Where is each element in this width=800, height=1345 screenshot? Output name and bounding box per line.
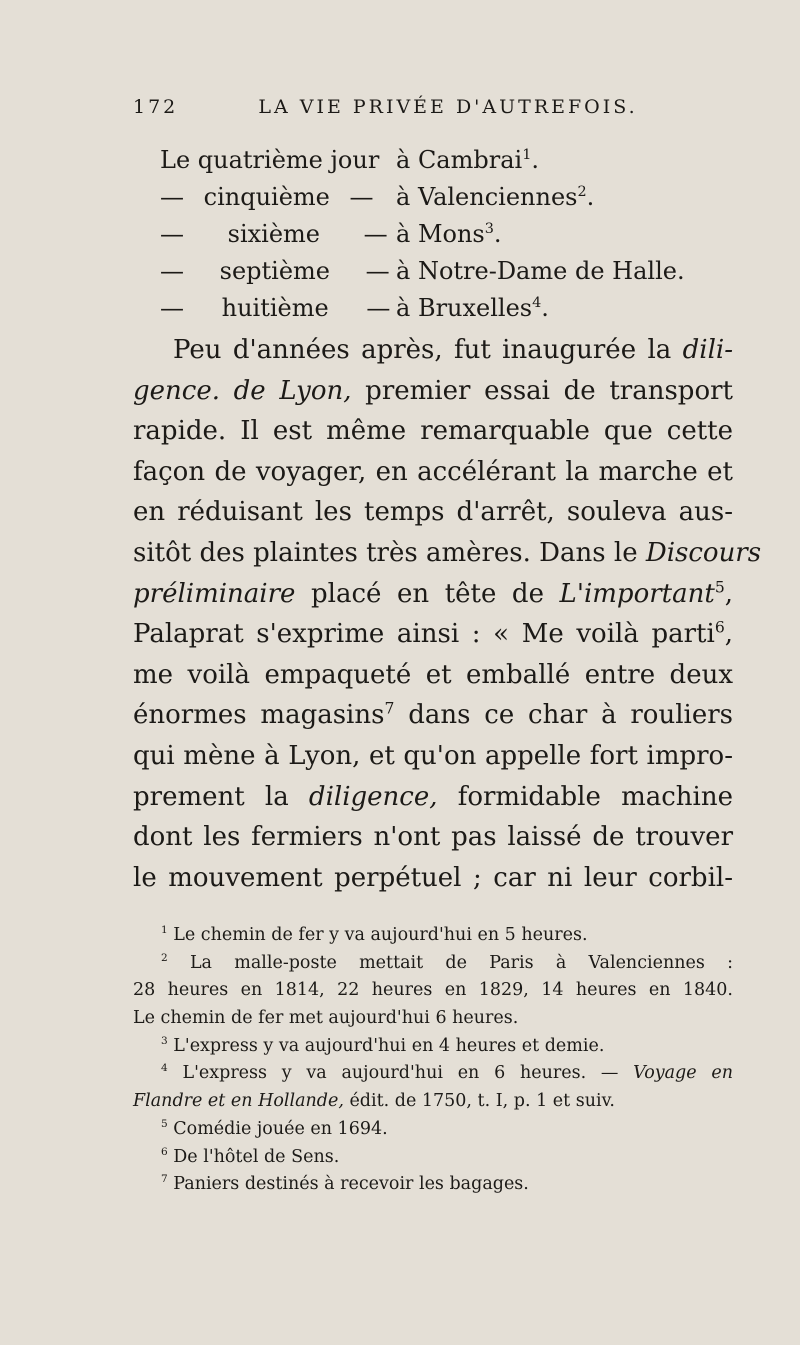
text-line: rapide. Il est même remarquable que cette bbox=[133, 416, 733, 447]
itinerary-destination: à Mons$^3$. bbox=[396, 220, 502, 248]
footnote-ref: 3 bbox=[484, 221, 494, 237]
text-line: Peu d'années après, fut inaugurée la dili- bbox=[173, 335, 733, 365]
footnote-4-cont: Flandre et en Hollande, édit. de 1750, t. I, p. 1 et suiv. bbox=[133, 1091, 615, 1112]
footnote-ref: 1 bbox=[522, 147, 532, 163]
footnote-ref: 5 bbox=[714, 577, 725, 596]
footnote-number: 5 bbox=[161, 1117, 168, 1130]
footnote-number: 2 bbox=[161, 951, 168, 964]
footnote-2-cont: 28 heures en 1814, 22 heures en 1829, 14 heures en 1840. bbox=[133, 980, 733, 1001]
itinerary-row bbox=[160, 216, 720, 253]
text-line: façon de voyager, en accélérant la marche et bbox=[133, 456, 733, 487]
text-line: me voilà empaqueté et emballé entre deux bbox=[133, 659, 733, 690]
footnote-ref: 4 bbox=[532, 295, 542, 311]
footnote-number: 1 bbox=[161, 924, 168, 937]
footnote-number: 6 bbox=[161, 1145, 168, 1158]
itinerary-day: Le quatrième jour bbox=[160, 146, 380, 174]
main-paragraph bbox=[133, 330, 762, 898]
itinerary-destination: à Valenciennes$^2$. bbox=[396, 183, 595, 211]
text-line: préliminaire placé en tête de L'important$^5$, bbox=[133, 577, 733, 609]
footnote-2: $^2$ La malle-poste mettait de Paris à Valenciennes : bbox=[161, 951, 733, 973]
itinerary-day: — huitième — bbox=[160, 294, 391, 322]
itinerary-list bbox=[160, 142, 720, 327]
text-line: prement la diligence, formidable machine bbox=[133, 781, 733, 812]
running-title: LA VIE PRIVÉE D'AUTREFOIS. bbox=[258, 96, 638, 118]
footnote-ref: 7 bbox=[384, 699, 395, 718]
footnote-number: 3 bbox=[161, 1034, 168, 1047]
itinerary-row bbox=[160, 253, 720, 290]
page-header bbox=[133, 96, 733, 136]
text-line: Palaprat s'exprime ainsi : « Me voilà parti$^6$, bbox=[133, 618, 733, 650]
itinerary-destination: à Cambrai$^1$. bbox=[396, 146, 539, 174]
itinerary-destination: à Notre-Dame de Halle. bbox=[396, 257, 685, 285]
itinerary-destination: à Bruxelles$^4$. bbox=[396, 294, 549, 322]
footnote-ref: 2 bbox=[577, 184, 587, 200]
footnote-2-cont: Le chemin de fer met aujourd'hui 6 heures. bbox=[133, 1008, 519, 1029]
footnote-3: $^3$ L'express y va aujourd'hui en 4 heures et demie. bbox=[161, 1034, 605, 1056]
text-line: le mouvement perpétuel ; car ni leur corbil- bbox=[133, 862, 733, 893]
text-line: qui mène à Lyon, et qu'on appelle fort impro- bbox=[133, 740, 733, 771]
itinerary-row bbox=[160, 290, 720, 327]
footnote-ref: 6 bbox=[714, 618, 725, 637]
itinerary-day: — cinquième — bbox=[160, 183, 374, 211]
text-line: énormes magasins$^7$ dans ce char à rouliers bbox=[133, 699, 733, 731]
page-number: 172 bbox=[133, 96, 179, 118]
footnote-number: 7 bbox=[161, 1173, 168, 1186]
footnote-4: $^4$ L'express y va aujourd'hui en 6 heures. — Voyage en bbox=[161, 1062, 733, 1084]
footnote-5: $^5$ Comédie jouée en 1694. bbox=[161, 1117, 388, 1139]
text-line: dont les fermiers n'ont pas laissé de trouver bbox=[133, 822, 733, 853]
text-line: en réduisant les temps d'arrêt, souleva aus- bbox=[133, 497, 733, 528]
footnote-7: $^7$ Paniers destinés à recevoir les bagages. bbox=[161, 1173, 529, 1195]
itinerary-day: — septième — bbox=[160, 257, 390, 285]
itinerary-row bbox=[160, 179, 720, 216]
text-line: sitôt des plaintes très amères. Dans le Discours bbox=[133, 537, 762, 568]
footnote-6: $^6$ De l'hôtel de Sens. bbox=[161, 1145, 340, 1167]
footnote-number: 4 bbox=[161, 1062, 168, 1075]
footnotes bbox=[133, 922, 733, 1199]
text-line: gence. de Lyon, premier essai de transport bbox=[133, 375, 733, 406]
footnote-1: $^1$ Le chemin de fer y va aujourd'hui en 5 heures. bbox=[161, 924, 588, 945]
itinerary-day: — sixième — bbox=[160, 220, 388, 248]
itinerary-row bbox=[160, 142, 720, 179]
